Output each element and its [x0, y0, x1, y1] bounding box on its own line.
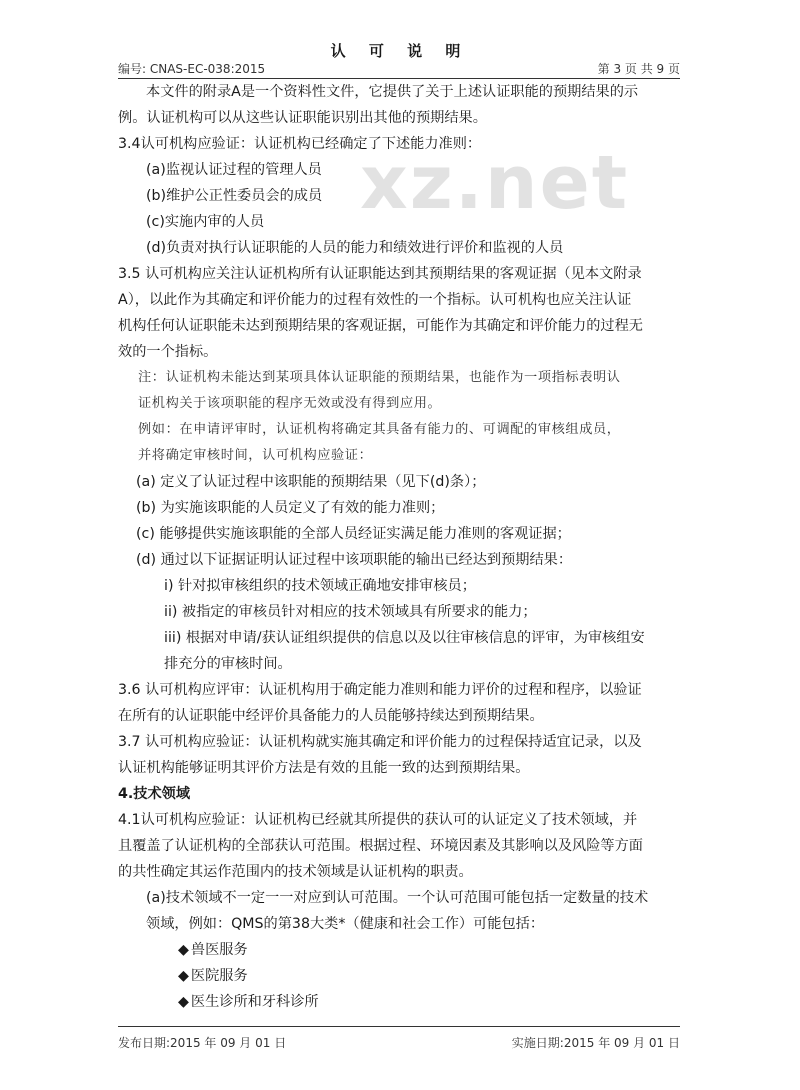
paragraph-line: 例。认证机构可以从这些认证职能识别出其他的预期结果。 — [118, 110, 487, 126]
list-item: (d) 通过以下证据证明认证过程中该项职能的输出已经达到预期结果： — [136, 552, 573, 568]
bullet-text: 医院服务 — [190, 968, 248, 984]
footer-divider — [118, 1026, 680, 1027]
list-item: (d)负责对执行认证职能的人员的能力和绩效进行评价和监视的人员 — [146, 240, 564, 256]
note-text: 注：认证机构未能达到某项具体认证职能的预期结果，也能作为一项指标表明认 — [138, 370, 621, 385]
paragraph-line: 效的一个指标。 — [118, 344, 218, 360]
list-item: 领域，例如：QMS的第38大类*（健康和社会工作）可能包括： — [146, 916, 545, 932]
clause-3-5: 3.5 认可机构应关注认证机构所有认证职能达到其预期结果的客观证据（见本文附录 — [118, 266, 642, 282]
watermark: xz.net — [360, 140, 630, 226]
diamond-bullet-icon: ◆ — [178, 994, 189, 1010]
bullet-item — [118, 989, 686, 1015]
page-number: 第 3 页 共 9 页 — [597, 62, 680, 76]
paragraph-line: 的共性确定其运作范围内的技术领域是认证机构的职责。 — [118, 864, 473, 880]
sub-list-item: i) 针对拟审核组织的技术领域正确地安排审核员； — [164, 578, 476, 594]
sub-list-item: 排充分的审核时间。 — [164, 656, 292, 672]
example-text: 例如：在申请评审时，认证机构将确定其具备有能力的、可调配的审核组成员， — [138, 422, 621, 437]
diamond-bullet-icon: ◆ — [178, 968, 189, 984]
sub-list-item: ii) 被指定的审核员针对相应的技术领域具有所要求的能力； — [164, 604, 537, 620]
bullet-item — [118, 937, 686, 963]
clause-3-7: 3.7 认可机构应验证：认证机构就实施其确定和评价能力的过程保持适宜记录，以及 — [118, 734, 642, 750]
clause-3-6: 3.6 认可机构应评审：认证机构用于确定能力准则和能力评价的过程和程序，以验证 — [118, 682, 642, 698]
paragraph-line: 本文件的附录A是一个资料性文件，它提供了关于上述认证职能的预期结果的示 — [146, 84, 639, 100]
paragraph-line: A），以此作为其确定和评价能力的过程有效性的一个指标。认可机构也应关注认证 — [118, 292, 632, 308]
paragraph-line: 且覆盖了认证机构的全部获认可范围。根据过程、环境因素及其影响以及风险等方面 — [118, 838, 643, 854]
section-heading: 4.技术领域 — [118, 786, 191, 802]
note-text: 证机构关于该项职能的程序无效或没有得到应用。 — [138, 396, 442, 411]
list-item: (c) 能够提供实施该职能的全部人员经证实满足能力准则的客观证据； — [136, 526, 571, 542]
list-item: (a)监视认证过程的管理人员 — [146, 162, 322, 178]
list-item: (a)技术领域不一定一一对应到认可范围。一个认可范围可能包括一定数量的技术 — [146, 890, 649, 906]
publish-date: 发布日期:2015 年 09 月 01 日 — [118, 1036, 287, 1050]
bullet-text: 医生诊所和牙科诊所 — [190, 994, 319, 1010]
document-body — [118, 79, 686, 1015]
paragraph-line: 机构任何认证职能未达到预期结果的客观证据，可能作为其确定和评价能力的过程无 — [118, 318, 643, 334]
sub-list-item: iii) 根据对申请/获认证组织提供的信息以及以往审核信息的评审，为审核组安 — [164, 630, 645, 646]
paragraph-line: 在所有的认证职能中经评价具备能力的人员能够持续达到预期结果。 — [118, 708, 544, 724]
document-title: 认 可 说 明 — [330, 42, 470, 60]
list-item: (c)实施内审的人员 — [146, 214, 265, 230]
document-number: 编号: CNAS-EC-038:2015 — [118, 62, 266, 76]
diamond-bullet-icon: ◆ — [178, 942, 189, 958]
effective-date: 实施日期:2015 年 09 月 01 日 — [511, 1036, 680, 1050]
list-item: (b)维护公正性委员会的成员 — [146, 188, 323, 204]
bullet-text: 兽医服务 — [190, 942, 248, 958]
example-text: 并将确定审核时间，认可机构应验证： — [138, 448, 373, 463]
list-item: (a) 定义了认证过程中该职能的预期结果（见下(d)条）； — [136, 474, 486, 490]
bullet-item — [118, 963, 686, 989]
clause-4-1: 4.1认可机构应验证：认证机构已经就其所提供的获认可的认证定义了技术领域，并 — [118, 812, 638, 828]
list-item: (b) 为实施该职能的人员定义了有效的能力准则； — [136, 500, 445, 516]
clause-3-4: 3.4认可机构应验证：认证机构已经确定了下述能力准则： — [118, 136, 482, 152]
paragraph-line: 认证机构能够证明其评价方法是有效的且能一致的达到预期结果。 — [118, 760, 530, 776]
